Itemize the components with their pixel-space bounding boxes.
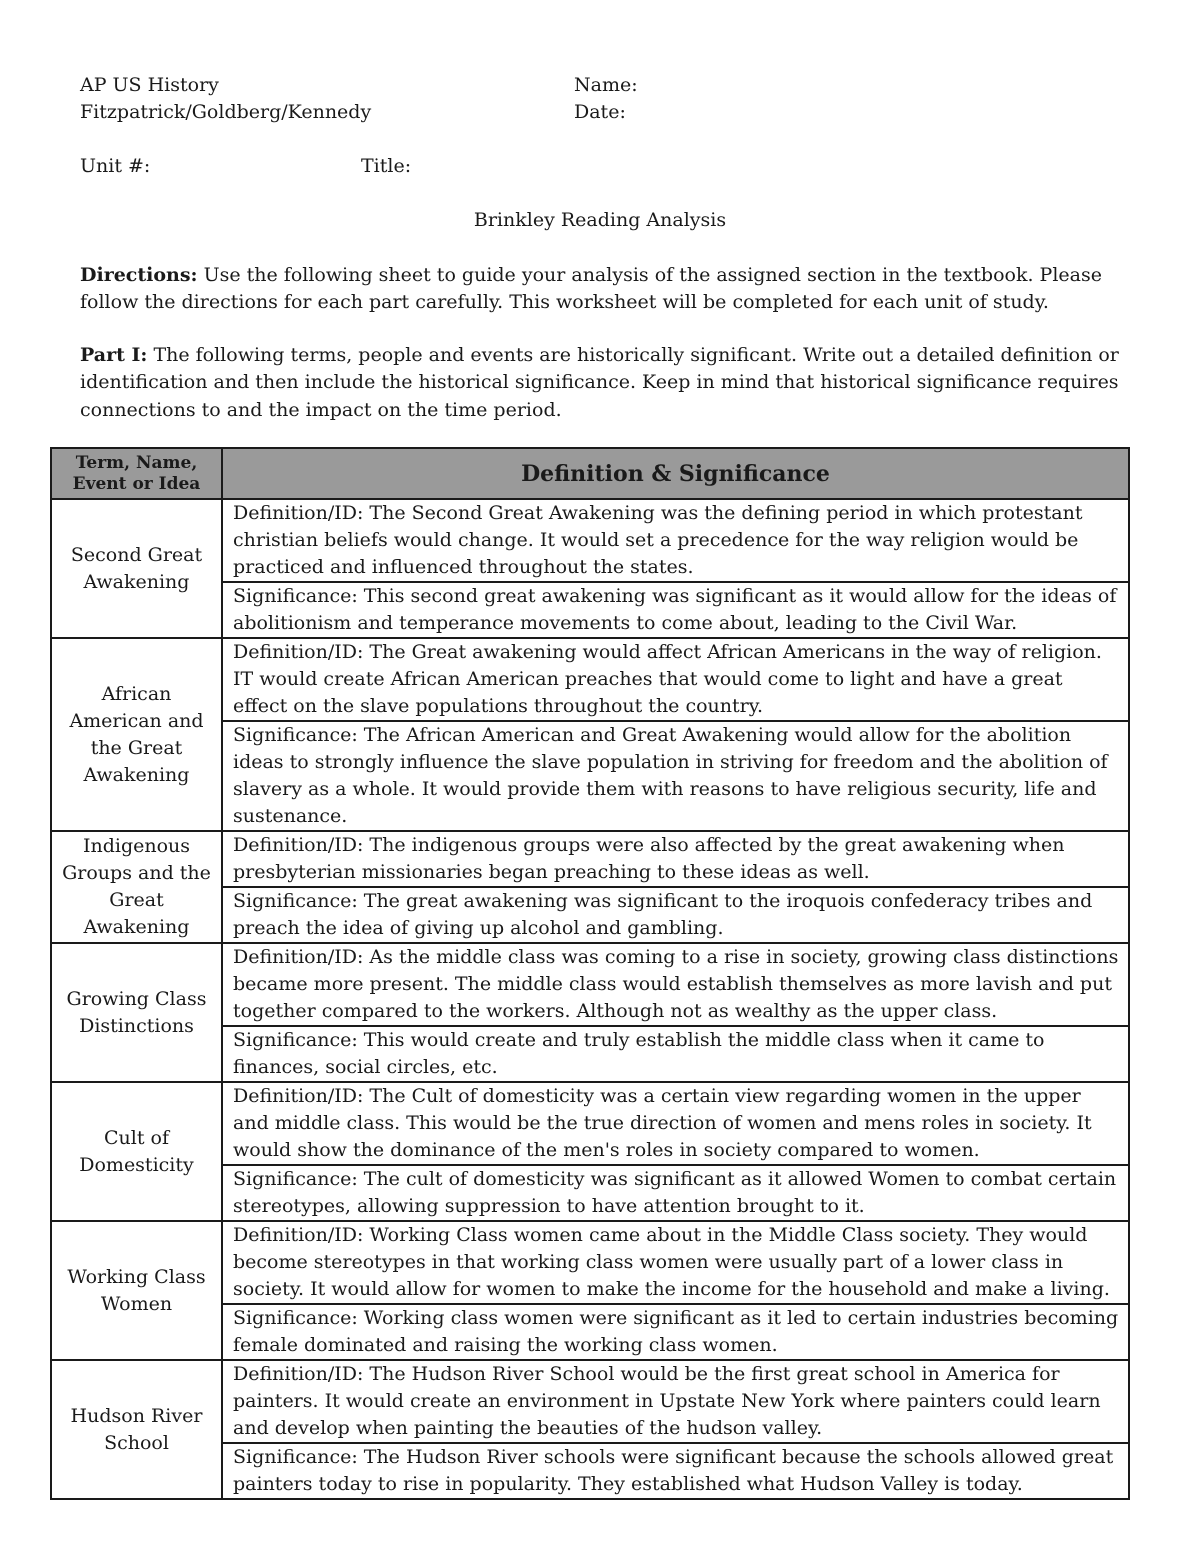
significance-cell: Significance: This second great awakening was significant as it would allow for the ideas of abolitionism and temperance movements to come about, leading to the Civil War. bbox=[222, 582, 1129, 638]
term-cell: Cult of Domesticity bbox=[51, 1082, 222, 1221]
term-cell: African American and the Great Awakening bbox=[51, 638, 222, 831]
date-label: Date: bbox=[574, 101, 626, 123]
part1-paragraph bbox=[80, 342, 1130, 424]
significance-cell: Significance: The Hudson River schools were significant because the schools allowed great painters today to rise in popularity. They established what Hudson Valley is today. bbox=[222, 1443, 1129, 1499]
significance-cell: Significance: Working class women were significant as it led to certain industries becoming female dominated and raising the working class women. bbox=[222, 1304, 1129, 1360]
term-cell: Working Class Women bbox=[51, 1221, 222, 1360]
table-row bbox=[51, 943, 1129, 1026]
table-row bbox=[51, 1221, 1129, 1304]
significance-cell: Significance: This would create and truly establish the middle class when it came to finances, social circles, etc. bbox=[222, 1026, 1129, 1082]
table-row bbox=[51, 499, 1129, 582]
table-row bbox=[51, 1082, 1129, 1165]
term-cell: Indigenous Groups and the Great Awakening bbox=[51, 831, 222, 943]
name-label: Name: bbox=[574, 74, 638, 96]
term-column-header: Term, Name, Event or Idea bbox=[51, 448, 222, 499]
term-cell: Second Great Awakening bbox=[51, 499, 222, 638]
title-label: Title: bbox=[361, 155, 412, 177]
directions-label: Directions: bbox=[80, 264, 198, 286]
table-row bbox=[51, 831, 1129, 887]
unit-label: Unit #: bbox=[80, 155, 151, 177]
definition-cell: Definition/ID: The indigenous groups were also affected by the great awakening when presbyterian missionaries began preaching to these ideas as well. bbox=[222, 831, 1129, 887]
significance-cell: Significance: The great awakening was significant to the iroquois confederacy tribes and preach the idea of giving up alcohol and gambling. bbox=[222, 887, 1129, 943]
part1-text: The following terms, people and events are historically significant. Write out a detailed definition or identification and then include the historical significance. Keep in mind that historical significance requires connections to and the impact on the time period. bbox=[80, 344, 1119, 421]
table-row bbox=[51, 1360, 1129, 1443]
directions-paragraph bbox=[80, 262, 1130, 317]
analysis-table bbox=[50, 447, 1130, 1500]
course-name: AP US History bbox=[80, 74, 219, 96]
definition-cell: Definition/ID: The Hudson River School would be the first great school in America for painters. It would create an environment in Upstate New York where painters could learn and develop when painting the beauties of the hudson valley. bbox=[222, 1360, 1129, 1443]
term-cell: Hudson River School bbox=[51, 1360, 222, 1499]
definition-cell: Definition/ID: The Second Great Awakening was the defining period in which protestant christian beliefs would change. It would set a precedence for the way religion would be practiced and influenced throughout the states. bbox=[222, 499, 1129, 582]
definition-cell: Definition/ID: As the middle class was coming to a rise in society, growing class distinctions became more present. The middle class would establish themselves as more lavish and put together compared to the workers. Although not as wealthy as the upper class. bbox=[222, 943, 1129, 1026]
definition-cell: Definition/ID: Working Class women came about in the Middle Class society. They would become stereotypes in that working class women were usually part of a lower class in society. It would allow for women to make the income for the household and make a living. bbox=[222, 1221, 1129, 1304]
significance-cell: Significance: The African American and Great Awakening would allow for the abolition ideas to strongly influence the slave population in striving for freedom and the abolition of slavery as a whole. It would provide them with reasons to have religious security, life and sustenance. bbox=[222, 721, 1129, 831]
term-cell: Growing Class Distinctions bbox=[51, 943, 222, 1082]
directions-text: Use the following sheet to guide your analysis of the assigned section in the textbook. Please follow the directions for each part carefully. This worksheet will be completed for each unit of study. bbox=[80, 264, 1102, 314]
part1-label: Part I: bbox=[80, 344, 148, 366]
table-header-row bbox=[51, 448, 1129, 499]
definition-column-header: Definition & Significance bbox=[222, 448, 1129, 499]
table-row bbox=[51, 638, 1129, 721]
definition-cell: Definition/ID: The Great awakening would affect African Americans in the way of religion. IT would create African American preaches that would come to light and have a great effect on the slave populations throughout the country. bbox=[222, 638, 1129, 721]
significance-cell: Significance: The cult of domesticity was significant as it allowed Women to combat certain stereotypes, allowing suppression to have attention brought to it. bbox=[222, 1165, 1129, 1221]
document-title: Brinkley Reading Analysis bbox=[473, 209, 727, 231]
teacher-names: Fitzpatrick/Goldberg/Kennedy bbox=[80, 101, 372, 123]
definition-cell: Definition/ID: The Cult of domesticity was a certain view regarding women in the upper and middle class. This would be the true direction of women and mens roles in society. It would show the dominance of the men's roles in society compared to women. bbox=[222, 1082, 1129, 1165]
